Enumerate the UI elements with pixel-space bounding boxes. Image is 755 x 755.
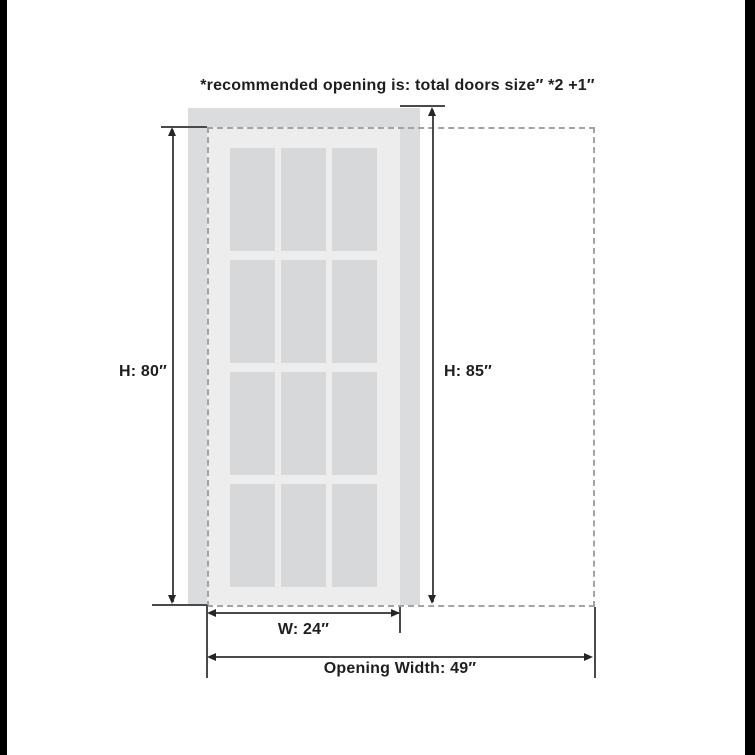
door-height-label: H: 80″ bbox=[119, 363, 167, 380]
left-letterbox-bar bbox=[0, 0, 7, 755]
opening-width-right-extension-line bbox=[594, 607, 596, 678]
door-width-label: W: 24″ bbox=[277, 621, 330, 638]
opening-height-top-extension-line bbox=[400, 105, 445, 107]
recommended-opening-note: *recommended opening is: total doors size″ *2 +1″ bbox=[200, 77, 595, 94]
opening-height-dimension-line bbox=[432, 110, 434, 602]
door-height-arrow-down-icon bbox=[168, 595, 176, 604]
door-height-arrow-up-icon bbox=[168, 127, 176, 136]
door-height-dimension-line bbox=[172, 130, 174, 602]
opening-width-dimension-line bbox=[209, 656, 591, 658]
door-width-arrow-left-icon bbox=[207, 609, 216, 617]
door-height-bottom-extension-line bbox=[152, 604, 207, 606]
opening-height-arrow-down-icon bbox=[428, 595, 436, 604]
opening-height-arrow-up-icon bbox=[428, 107, 436, 116]
opening-dashed-outline bbox=[207, 127, 595, 607]
opening-width-label: Opening Width: 49″ bbox=[323, 660, 477, 677]
door-width-dimension-line bbox=[209, 612, 399, 614]
opening-height-label: H: 85″ bbox=[444, 363, 492, 380]
door-width-arrow-right-icon bbox=[391, 609, 400, 617]
right-letterbox-bar bbox=[745, 0, 755, 755]
